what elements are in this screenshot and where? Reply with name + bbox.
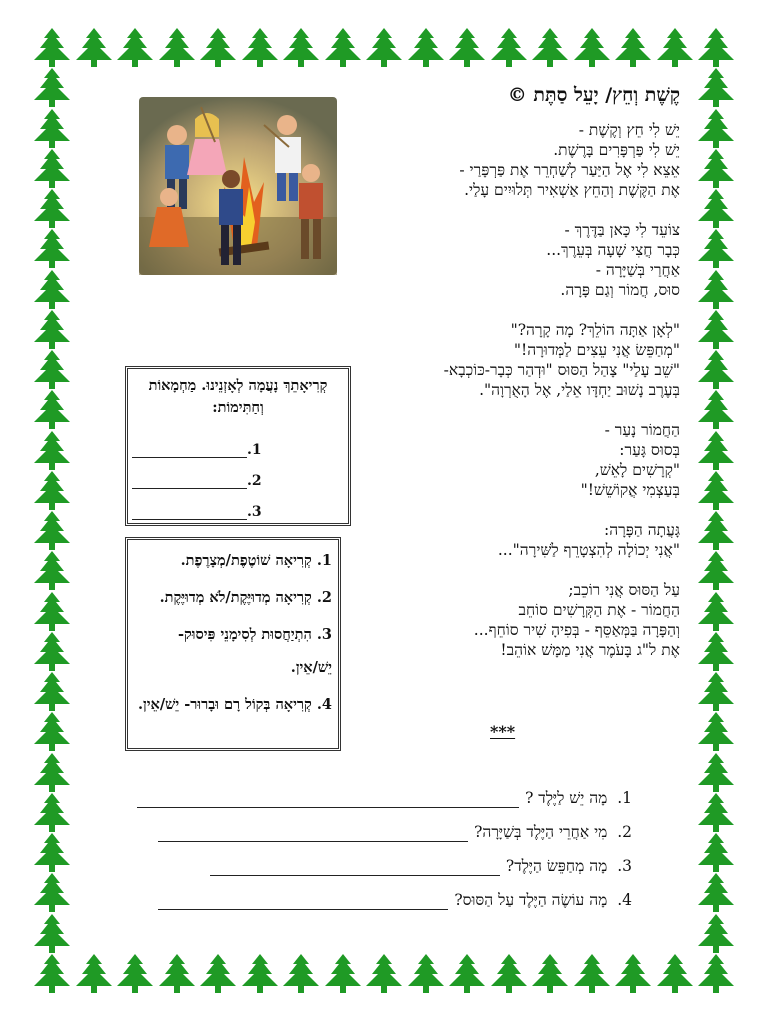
poem-line: כְּבָר חֲצִי שָׁעָה בְּעֵרֶךְ...	[546, 241, 680, 259]
question-2	[112, 816, 632, 842]
poem-line: בְּסוּס גָּעַר:	[619, 441, 680, 459]
poem-line: "מְחַפֵּשׂ אֲנִי עֵצִים לַמְּדוּרָה!"	[513, 341, 680, 359]
signature-blank[interactable]	[132, 505, 247, 520]
criteria-item: 2. קְרִיאָה מְדוּיֶּקֶת/לֹא מְדוּיֶּקֶת.	[159, 589, 332, 606]
pine-tree-icon	[30, 310, 74, 350]
question-1	[112, 782, 632, 808]
pine-tree-icon	[30, 793, 74, 833]
answer-line[interactable]	[210, 859, 500, 876]
pine-tree-icon	[694, 511, 738, 551]
pine-tree-icon	[30, 109, 74, 149]
poem-line: אֵצֵא לִי אֶל הַיַּעַר לְשַׁחְרֵר אֶת פַּרְפָּרַי -	[459, 161, 680, 179]
pine-tree-icon	[694, 954, 738, 994]
pine-tree-icon	[694, 833, 738, 873]
answer-line[interactable]	[137, 791, 519, 808]
poem-line: הַחֲמוֹר נָעַר -	[604, 421, 680, 439]
poem-line: "שֵׁב עָלַי" צָהַל הַסּוּס "וּדְהַר כְּבָר-כּוֹכְבָא-	[443, 361, 680, 379]
answer-line[interactable]	[158, 893, 448, 910]
pine-tree-icon	[694, 914, 738, 954]
question-number: 4.	[617, 891, 632, 909]
pine-tree-icon	[30, 431, 74, 471]
pine-tree-icon	[238, 954, 282, 994]
pine-tree-icon	[694, 270, 738, 310]
pine-tree-icon	[694, 149, 738, 189]
poem-stanza	[340, 520, 680, 560]
pine-tree-icon	[30, 229, 74, 269]
pine-tree-icon	[694, 632, 738, 672]
pine-tree-icon	[30, 672, 74, 712]
pine-tree-icon	[113, 954, 157, 994]
poem-line: בְּעַצְמִי אֲקוֹשֵׁשׁ!"	[580, 481, 680, 499]
pine-tree-icon	[694, 109, 738, 149]
pine-tree-icon	[694, 390, 738, 430]
pine-tree-icon	[30, 632, 74, 672]
poem-line: סוּס, חֲמוֹר וְגַם פָּרָה.	[560, 281, 680, 299]
poem-line: עַל הַסּוּס אֲנִי רוֹכֵב;	[568, 581, 680, 599]
pine-tree-icon	[404, 954, 448, 994]
pine-tree-icon	[30, 954, 74, 994]
poem-line: הַחֲמוֹר - אֶת הַקְּרָשִׁים סוֹחֵב	[518, 601, 680, 619]
poem-line: יֵשׁ לִי פַּרְפָּרִים בָּרֶשֶׁת.	[553, 141, 680, 159]
pine-tree-icon	[30, 873, 74, 913]
poem-line: בְּעֶרֶב נָשׁוּב יַחְדָּו אֵלַי, אֶל הָאֻרְוָה".	[479, 381, 680, 399]
pine-tree-icon	[30, 270, 74, 310]
poem-stanza	[340, 320, 680, 400]
criteria-item: 4. קְרִיאָה בְּקוֹל רָם וּבָרוּר- יֵשׁ/אֵין.	[137, 696, 332, 713]
pine-tree-icon	[694, 672, 738, 712]
pine-tree-icon	[30, 390, 74, 430]
children-campfire-illustration	[139, 97, 337, 275]
poem-line: גָּעֲתָה הַפָּרָה:	[604, 521, 680, 539]
pine-tree-icon	[694, 310, 738, 350]
pine-tree-icon	[362, 28, 406, 68]
pine-tree-icon	[30, 914, 74, 954]
signature-number: 2.	[247, 473, 262, 489]
pine-tree-icon	[72, 954, 116, 994]
pine-tree-icon	[30, 350, 74, 390]
question-3	[112, 850, 632, 876]
pine-tree-icon	[30, 149, 74, 189]
pine-tree-icon	[30, 28, 74, 68]
pine-tree-icon	[30, 712, 74, 752]
question-text: מָה מְחַפֵּשׂ הַיֶּלֶד?	[505, 857, 608, 875]
pine-tree-icon	[694, 592, 738, 632]
question-text: מִי אַחֲרֵי הַיֶּלֶד בְּשַׁיָּרָה?	[474, 823, 608, 841]
pine-tree-icon	[570, 954, 614, 994]
pine-tree-icon	[279, 954, 323, 994]
reading-box-heading: קְרִיאָתֵךְ נָעֲמָה לְאָזְנֵינוּ. מַחְמָאוֹת וְחַתִּימוֹת:	[148, 377, 328, 416]
pine-tree-icon	[694, 712, 738, 752]
pine-tree-icon	[487, 954, 531, 994]
pine-tree-icon	[30, 753, 74, 793]
poem-line: צוֹעֵד לִי כָּאן בַּדֶּרֶךְ -	[564, 221, 680, 239]
pine-tree-icon	[694, 431, 738, 471]
pine-tree-icon	[196, 28, 240, 68]
pine-tree-icon	[694, 350, 738, 390]
poem-line: וְהַפָּרָה בַּמְּאַסֵּף - בְּפִיהָ שִׁיר סוֹחֵף...	[473, 621, 680, 639]
pine-tree-icon	[30, 68, 74, 108]
pine-tree-icon	[155, 28, 199, 68]
poem-stanza	[340, 420, 680, 500]
poem-stanza	[340, 580, 680, 660]
pine-tree-icon	[72, 28, 116, 68]
poem-stanza	[340, 220, 680, 300]
poem-line: יֵשׁ לִי חֵץ וְקֶשֶׁת -	[578, 121, 680, 139]
pine-tree-icon	[694, 471, 738, 511]
question-number: 2.	[617, 823, 632, 841]
signature-number: 3.	[247, 504, 262, 520]
signature-line[interactable]	[128, 427, 348, 458]
poem-line: "קְרָשִׁים לָאֵשׁ,	[594, 461, 680, 479]
criteria-item: 3. הִתְיַחֲסוּת לְסִימָנֵי פִּיסוּק- יֵשׁ/אֵין.	[177, 626, 332, 676]
pine-tree-icon	[528, 954, 572, 994]
pine-tree-icon	[694, 873, 738, 913]
pine-tree-icon	[653, 954, 697, 994]
pine-tree-icon	[611, 954, 655, 994]
reading-criteria-box	[125, 537, 341, 751]
pine-tree-icon	[113, 28, 157, 68]
pine-tree-icon	[30, 833, 74, 873]
signature-blank[interactable]	[132, 474, 247, 489]
poem-line: אֶת ל"ג בָּעֹמֶר אֲנִי מַמָּשׁ אוֹהֵב!	[500, 641, 680, 659]
pine-tree-icon	[694, 793, 738, 833]
pine-tree-icon	[196, 954, 240, 994]
pine-tree-icon	[30, 189, 74, 229]
pine-tree-icon	[321, 28, 365, 68]
signature-line[interactable]	[128, 458, 348, 489]
answer-line[interactable]	[158, 825, 468, 842]
poem-line: "לְאָן אַתָּה הוֹלֵךְ? מָה קָרָה?"	[510, 321, 680, 339]
pine-tree-icon	[487, 28, 531, 68]
pine-tree-icon	[694, 551, 738, 591]
question-4	[112, 884, 632, 910]
question-number: 3.	[617, 857, 632, 875]
pine-tree-icon	[404, 28, 448, 68]
criteria-item: 1. קְרִיאָה שׁוֹטֶפֶת/מְצָרֶפֶת.	[180, 552, 332, 569]
pine-tree-icon	[653, 28, 697, 68]
question-text: מָה יֵשׁ לַיֶּלֶד ?	[525, 789, 608, 807]
section-separator: ***	[490, 722, 516, 741]
question-number: 1.	[617, 789, 632, 807]
pine-tree-icon	[238, 28, 282, 68]
poem-line: אַחֲרַי בְּשַׁיָּרָה -	[595, 261, 680, 279]
pine-tree-icon	[694, 229, 738, 269]
signature-number: 1.	[247, 442, 262, 458]
pine-tree-icon	[30, 592, 74, 632]
pine-tree-icon	[279, 28, 323, 68]
pine-tree-icon	[611, 28, 655, 68]
pine-tree-icon	[30, 551, 74, 591]
pine-tree-icon	[694, 753, 738, 793]
pine-tree-icon	[445, 954, 489, 994]
poem-stanza	[340, 120, 680, 200]
signature-line[interactable]	[128, 489, 348, 520]
pine-tree-icon	[30, 471, 74, 511]
pine-tree-icon	[155, 954, 199, 994]
pine-tree-icon	[528, 28, 572, 68]
poem-body	[340, 120, 680, 680]
pine-tree-icon	[694, 28, 738, 68]
pine-tree-icon	[321, 954, 365, 994]
pine-tree-icon	[445, 28, 489, 68]
pine-tree-icon	[694, 68, 738, 108]
poem-line: "אֲנִי יְכוֹלָה לְהִצְטָרֵף לַשִּׁירָה"...	[497, 541, 680, 559]
reading-signatures-box	[125, 366, 351, 526]
poem-title: קֶשֶׁת וְחֵץ/ יָעֵל סַתֶּת ©	[507, 84, 680, 106]
poem-line: אֶת הַקֶּשֶׁת וְהַחֵץ אַשְׁאִיר תְּלוּיִים עָלַי.	[464, 181, 680, 199]
question-text: מָה עוֹשֶׂה הַיֶּלֶד עַל הַסּוּס?	[454, 891, 608, 909]
pine-tree-icon	[694, 189, 738, 229]
pine-tree-icon	[570, 28, 614, 68]
pine-tree-icon	[30, 511, 74, 551]
signature-blank[interactable]	[132, 443, 247, 458]
pine-tree-icon	[362, 954, 406, 994]
